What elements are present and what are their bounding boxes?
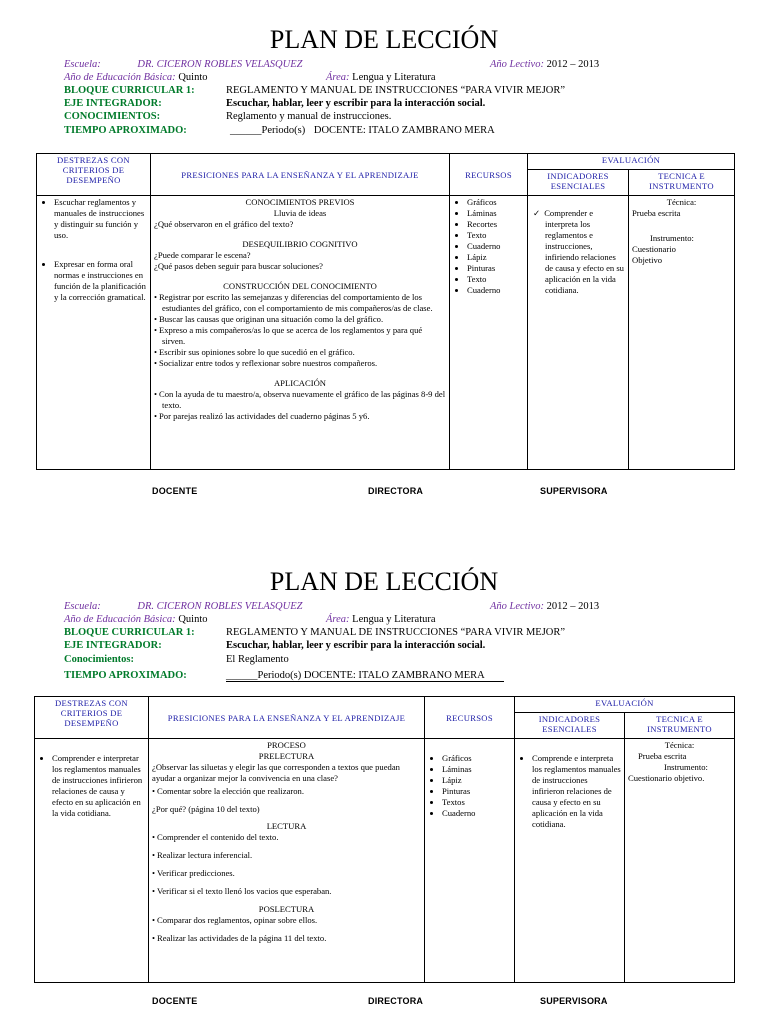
escuela-value: DR. CICERON ROBLES VELASQUEZ (137, 59, 303, 70)
question-line: ¿Observar las siluetas y elegir las que corresponden a textos que puedan ayudar a organizar mejor la convivencia en una clase? (152, 762, 400, 783)
tecnica-cell (625, 739, 735, 983)
eje-value: Escuchar, hablar, leer y escribir para la interacción social. (226, 98, 486, 109)
section-title: APLICACIÓN (273, 378, 327, 388)
activity-item: • Con la ayuda de tu maestro/a, observa nuevamente el gráfico de las páginas 8-9 del texto. (154, 389, 446, 411)
activity-item: • Realizar las actividades de la página 11 del texto. (152, 933, 421, 944)
bloque-value: REGLAMENTO Y MANUAL DE INSTRUCCIONES “PARA VIVIR MEJOR” (226, 627, 566, 638)
tecnica-line: Instrumento: (650, 233, 694, 243)
resource-item: • Lápiz (442, 775, 511, 786)
resource-item: • Cuaderno (467, 241, 524, 252)
activity-item: • Realizar lectura inferencial. (152, 850, 421, 861)
activity-item: • Verificar predicciones. (152, 868, 421, 879)
tecnica-line: Instrumento: (664, 762, 708, 772)
anio-basica-label: Año de Educación Básica: (64, 72, 176, 83)
header-precisiones: PRESICIONES PARA LA ENSEÑANZA Y EL APRENDIZAJE (151, 154, 450, 196)
signature-directora: DIRECTORA (368, 486, 424, 496)
tecnica-line: Objetivo (632, 255, 663, 265)
conocimientos-label: Conocimientos: (64, 654, 134, 665)
header-precisiones: PRESICIONES PARA LA ENSEÑANZA Y EL APRENDIZAJE (149, 697, 425, 739)
activity-item: • Verificar si el texto llenó los vacios que esperaban. (152, 886, 421, 897)
resource-item: • Recortes (467, 219, 524, 230)
bloque-label: BLOQUE CURRICULAR 1: (64, 85, 195, 96)
section-title: PROCESO (267, 740, 306, 750)
area-value: Lengua y Literatura (352, 72, 436, 83)
section-title: LECTURA (266, 821, 307, 831)
school-row (64, 600, 302, 613)
plan-table (34, 696, 735, 983)
tiempo-value: ______Periodo(s) (230, 125, 306, 136)
header-indicadores: INDICADORES ESENCIALES (528, 170, 629, 196)
area-label: Área: (326, 72, 350, 83)
activity-item: • Buscar las causas que originan una situación como la del gráfico. (154, 314, 446, 325)
tecnica-line: Prueba escrita (638, 751, 687, 761)
tiempo-row (230, 124, 495, 137)
anio-lectivo-value: 2012 – 2013 (546, 59, 600, 70)
header-destrezas: DESTREZAS CON CRITERIOS DE DESEMPEÑO (37, 154, 151, 196)
anio-basica-value: Quinto (178, 614, 208, 625)
area-row (326, 613, 436, 626)
tecnica-cell (629, 196, 735, 470)
resource-item: • Texto (467, 230, 524, 241)
conocimientos-label: CONOCIMIENTOS: (64, 111, 161, 122)
resource-item: • Textos (442, 797, 511, 808)
docente-label: DOCENTE: (303, 670, 356, 681)
header-evaluacion: EVALUACIÓN (528, 154, 735, 170)
resource-item: • Cuaderno (442, 808, 511, 819)
section-title: POSLECTURA (258, 904, 315, 914)
question-line: ¿Qué pasos deben seguir para buscar soluciones? (154, 261, 323, 271)
header-tecnica: TECNICA E INSTRUMENTO (629, 170, 735, 196)
anio-basica-value: Quinto (178, 72, 208, 83)
anio-lectivo-label: Año Lectivo: (490, 59, 544, 70)
school-year-row (490, 58, 599, 71)
destrezas-cell (35, 739, 149, 983)
signature-supervisora: SUPERVISORA (540, 486, 608, 496)
eje-label: EJE INTEGRADOR: (64, 640, 162, 651)
precisiones-cell (149, 739, 425, 983)
school-year-row (490, 600, 599, 613)
tiempo-value: ______Periodo(s) (226, 670, 302, 681)
activity-item: • Comentar sobre la elección que realizaron. (152, 786, 421, 797)
header-recursos: RECURSOS (450, 154, 528, 196)
school-row (64, 58, 302, 71)
activity-item: • Socializar entre todos y reflexionar sobre nuestros compañeros. (154, 358, 446, 369)
recursos-cell (425, 739, 515, 983)
anio-lectivo-value: 2012 – 2013 (546, 601, 600, 612)
grade-row (64, 71, 207, 84)
page-title: PLAN DE LECCIÓN (269, 25, 499, 54)
signature-directora: DIRECTORA (368, 996, 424, 1006)
divider (226, 681, 504, 682)
resource-item: • Cuaderno (467, 285, 524, 296)
indicator-item: ✓ Comprender e interpreta los reglamentos e instrucciones, infiriendo relaciones de causa y efecto en su aplicación en la vida cotidiana. (545, 208, 625, 296)
question-line: ¿Qué observaron en el gráfico del texto? (154, 219, 294, 229)
activity-item: • Escribir sus opiniones sobre lo que sucedió en el gráfico. (154, 347, 446, 358)
signature-supervisora: SUPERVISORA (540, 996, 608, 1006)
recursos-cell (450, 196, 528, 470)
tecnica-line: Cuestionario objetivo. (628, 773, 705, 783)
header-destrezas: DESTREZAS CON CRITERIOS DE DESEMPEÑO (35, 697, 149, 739)
section-title: CONSTRUCCIÓN DEL CONOCIMIENTO (223, 281, 377, 291)
precisiones-cell (151, 196, 450, 470)
docente-label: DOCENTE: (313, 125, 366, 136)
header-tecnica: TECNICA E INSTRUMENTO (625, 713, 735, 739)
tiempo-label: TIEMPO APROXIMADO: (64, 125, 187, 136)
plan-table (36, 153, 735, 470)
docente-value: ITALO ZAMBRANO MERA (358, 670, 485, 681)
conocimientos-value: El Reglamento (226, 654, 289, 665)
resource-item: • Gráficos (442, 753, 511, 764)
grade-row (64, 613, 207, 626)
eje-value: Escuchar, hablar, leer y escribir para la interacción social. (226, 640, 486, 651)
signature-docente: DOCENTE (152, 486, 198, 496)
anio-lectivo-label: Año Lectivo: (490, 601, 544, 612)
indicator-item: • Comprende e interpreta los reglamentos manuales de instrucciones infirieron relaciones de causa y efecto en su aplicación en la vida cotidiana. (532, 753, 621, 830)
tecnica-line: Técnica: (666, 197, 697, 207)
header-evaluacion: EVALUACIÓN (515, 697, 735, 713)
page-title: PLAN DE LECCIÓN (269, 567, 499, 596)
destreza-item: • Comprender e interpretar los reglamentos manuales de instrucciones infirieron relaciones de causa y efecto en su aplicación en la vida cotidiana. (52, 753, 145, 819)
tecnica-line: Técnica: (664, 740, 695, 750)
section-title: CONOCIMIENTOS PREVIOS (245, 197, 355, 207)
indicadores-cell (528, 196, 629, 470)
resource-item: • Gráficos (467, 197, 524, 208)
resource-item: • Lápiz (467, 252, 524, 263)
resource-item: • Láminas (467, 208, 524, 219)
question-line: ¿Por qué? (página 10 del texto) (152, 804, 260, 814)
section-subtitle: Lluvia de ideas (273, 208, 327, 218)
destreza-item: • Expresar en forma oral normas e instrucciones en función de la planificación y la corrección gramatical. (54, 259, 147, 303)
section-title: DESEQUILIBRIO COGNITIVO (242, 239, 358, 249)
activity-item: • Comparar dos reglamentos, opinar sobre ellos. (152, 915, 421, 926)
signature-docente: DOCENTE (152, 996, 198, 1006)
bloque-label: BLOQUE CURRICULAR 1: (64, 627, 195, 638)
area-row (326, 71, 436, 84)
area-value: Lengua y Literatura (352, 614, 436, 625)
resource-item: • Texto (467, 274, 524, 285)
destrezas-cell (37, 196, 151, 470)
indicadores-cell (515, 739, 625, 983)
escuela-value: DR. CICERON ROBLES VELASQUEZ (137, 601, 303, 612)
escuela-label: Escuela: (64, 59, 101, 70)
eje-label: EJE INTEGRADOR: (64, 98, 162, 109)
header-recursos: RECURSOS (425, 697, 515, 739)
resource-item: • Pinturas (442, 786, 511, 797)
header-indicadores: INDICADORES ESENCIALES (515, 713, 625, 739)
tecnica-line: Cuestionario (632, 244, 676, 254)
question-line: ¿Puede comparar le escena? (154, 250, 251, 260)
bloque-value: REGLAMENTO Y MANUAL DE INSTRUCCIONES “PARA VIVIR MEJOR” (226, 85, 566, 96)
tecnica-line: Prueba escrita (632, 208, 681, 218)
escuela-label: Escuela: (64, 601, 101, 612)
activity-item: • Registrar por escrito las semejanzas y diferencias del comportamiento de los estudiantes del gráfico, con el comportamiento de mis compañeros/as de clase. (154, 292, 446, 314)
activity-item: • Expreso a mis compañeros/as lo que se acerca de los reglamentos y para qué sirven. (154, 325, 446, 347)
activity-item: • Comprender el contenido del texto. (152, 832, 421, 843)
conocimientos-value: Reglamento y manual de instrucciones. (226, 111, 392, 122)
docente-value: ITALO ZAMBRANO MERA (368, 125, 495, 136)
section-title: PRELECTURA (258, 751, 315, 761)
anio-basica-label: Año de Educación Básica: (64, 614, 176, 625)
area-label: Área: (326, 614, 350, 625)
destreza-item: • Escuchar reglamentos y manuales de instrucciones y distinguir su función y uso. (54, 197, 147, 241)
tiempo-label: TIEMPO APROXIMADO: (64, 670, 187, 681)
resource-item: • Pinturas (467, 263, 524, 274)
resource-item: • Láminas (442, 764, 511, 775)
activity-item: • Por parejas realizó las actividades del cuaderno páginas 5 y6. (154, 411, 446, 422)
